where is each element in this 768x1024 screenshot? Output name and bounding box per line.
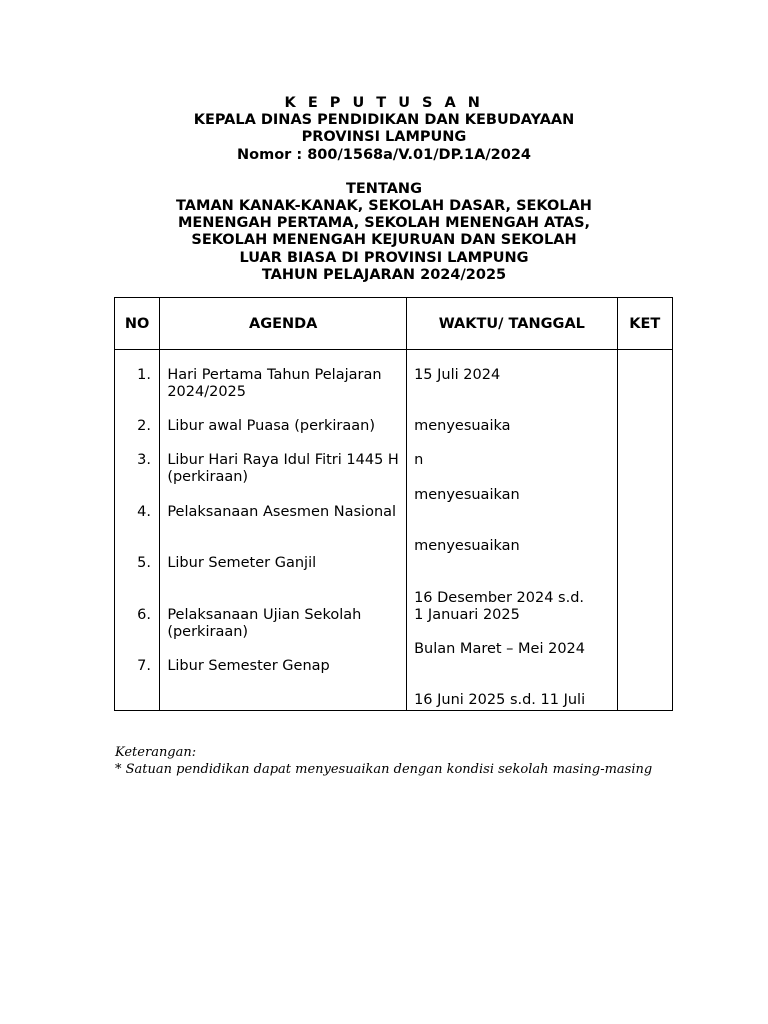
agenda-item: Libur Semester Genap [167,658,330,674]
notes-text: * Satuan pendidikan dapat menyesuaikan dengan kondisi sekolah masing-masing [115,762,653,777]
about-label: TENTANG [346,180,422,197]
subject-line: TAMAN KANAK-KANAK, SEKOLAH DASAR, SEKOLAH [176,198,592,215]
waktu-line: menyesuaikan [414,538,520,554]
waktu-line: menyesuaikan [414,487,520,503]
waktu-line: Bulan Maret – Mei 2024 [414,641,586,657]
row-number: 1. [137,367,151,383]
waktu-cell [407,350,618,711]
row-number: 2. [137,418,151,434]
document-header [0,95,768,284]
table-header-row [115,298,673,350]
province-name: PROVINSI LAMPUNG [301,129,467,146]
subject-line: TAHUN PELAJARAN 2024/2025 [261,266,507,283]
ket-cell [617,350,672,711]
header-ket: KET [617,298,672,350]
subject-line: MENENGAH PERTAMA, SEKOLAH MENENGAH ATAS, [177,215,591,232]
row-number: 6. [137,607,151,623]
header-agenda: AGENDA [160,298,407,350]
waktu-line: 1 Januari 2025 [414,607,520,623]
waktu-line: n [414,452,424,468]
agenda-table [114,297,673,711]
header-no: NO [115,298,160,350]
notes-label: Keterangan: [115,745,197,760]
issuing-office: KEPALA DINAS PENDIDIKAN DAN KEBUDAYAAN [193,112,575,129]
agenda-item: Pelaksanaan Asesmen Nasional [167,504,397,520]
header-waktu: WAKTU/ TANGGAL [407,298,618,350]
no-cell [115,350,160,711]
subject-line: SEKOLAH MENENGAH KEJURUAN DAN SEKOLAH [191,232,577,249]
waktu-line: 16 Juni 2025 s.d. 11 Juli [414,692,586,708]
agenda-item: Hari Pertama Tahun Pelajaran 2024/2025 [167,367,382,400]
waktu-line: 16 Desember 2024 s.d. [414,590,585,606]
notes-section [115,744,652,778]
row-number: 7. [137,658,151,674]
decree-number: Nomor : 800/1568a/V.01/DP.1A/2024 [236,146,532,163]
table-row [115,350,673,711]
agenda-item: Libur Hari Raya Idul Fitri 1445 H (perkiraan) [167,452,399,485]
subject-line: LUAR BIASA DI PROVINSI LAMPUNG [239,249,529,266]
agenda-item: Pelaksanaan Ujian Sekolah (perkiraan) [167,607,362,640]
row-number: 4. [137,504,151,520]
row-number: 5. [137,555,151,571]
waktu-line: menyesuaika [414,418,511,434]
agenda-cell [160,350,407,711]
decree-title: K E P U T U S A N [284,95,484,111]
waktu-line: 15 Juli 2024 [414,367,501,383]
row-number: 3. [137,452,151,468]
agenda-item: Libur awal Puasa (perkiraan) [167,418,376,434]
agenda-item: Libur Semeter Ganjil [167,555,317,571]
